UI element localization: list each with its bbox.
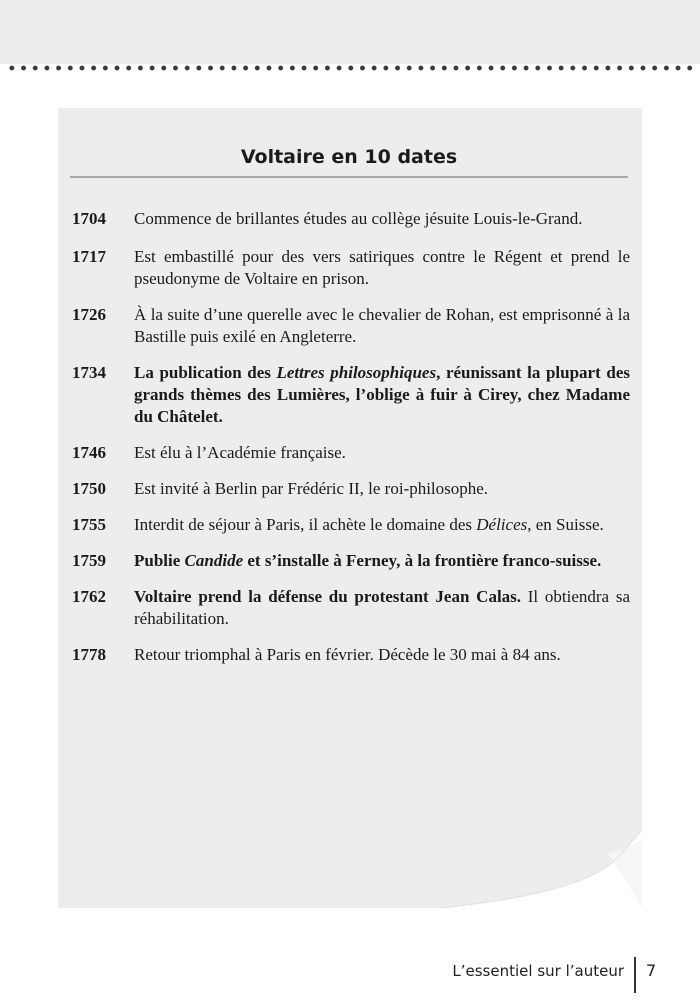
timeline-entry — [72, 586, 630, 630]
entry-year: 1704 — [72, 209, 106, 228]
top-band — [0, 0, 700, 64]
entry-text-segment: Commence de brillantes études au collège jésuite Louis-le-Grand. — [134, 209, 583, 228]
entry-text — [134, 208, 630, 230]
timeline-entry — [72, 208, 630, 230]
timeline-entry — [72, 478, 630, 500]
entry-year: 1746 — [72, 443, 106, 462]
entry-text-segment: Lettres philosophiques — [276, 363, 437, 382]
entry-text-segment: et s’installe à Ferney, à la frontière franco-suisse. — [243, 551, 602, 570]
entry-year: 1762 — [72, 587, 106, 606]
entry-text-segment: Interdit de séjour à Paris, il achète le domaine des — [134, 515, 477, 534]
entry-text-segment: Est embastillé pour des vers satiriques contre le Régent et prend le pseudonyme de Voltaire en prison. — [134, 247, 630, 288]
entry-text — [134, 304, 630, 348]
entry-year: 1755 — [72, 515, 106, 534]
entry-year: 1759 — [72, 551, 106, 570]
timeline-entry — [72, 442, 630, 464]
entry-text-segment: Retour triomphal à Paris en février. Décède le 30 mai à 84 ans. — [134, 645, 561, 664]
entry-text-segment: , réunissant la plupart des grands thèmes des Lumières, l’oblige à fuir à Cirey, chez Madame du Châtelet. — [134, 363, 630, 426]
entry-year: 1734 — [72, 363, 106, 382]
entry-text — [134, 550, 630, 572]
dotted-separator — [6, 64, 696, 72]
timeline-list — [72, 208, 630, 666]
entry-text-segment: À la suite d’une querelle avec le chevalier de Rohan, est emprisonné à la Bastille puis exilé en Angleterre. — [134, 305, 630, 346]
entry-text — [134, 478, 630, 500]
entry-text-segment: Est invité à Berlin par Frédéric II, le roi-philosophe. — [134, 479, 489, 498]
entry-text-segment: La publication des — [134, 363, 277, 382]
timeline-entry — [72, 514, 630, 536]
entry-text-segment: Il obtiendra sa réhabilitation. — [134, 587, 630, 628]
entry-text — [134, 644, 630, 666]
entry-text-segment: , en Suisse. — [527, 515, 604, 534]
timeline-entry — [72, 304, 630, 348]
entry-year: 1726 — [72, 305, 106, 324]
page-title: Voltaire en 10 dates — [240, 146, 458, 168]
entry-text — [134, 586, 630, 630]
entry-text-segment: Est élu à l’Académie française. — [134, 443, 346, 462]
entry-text — [134, 442, 630, 464]
page-curl-decoration — [440, 830, 642, 908]
entry-text-segment: Publie — [134, 551, 185, 570]
entry-year: 1778 — [72, 645, 106, 664]
entry-text-segment: Voltaire prend la défense du protestant Jean Calas. — [134, 587, 522, 606]
footer-section-label: L’essentiel sur l’auteur — [452, 962, 624, 980]
footer-divider — [634, 957, 636, 993]
entry-text-segment: Délices — [476, 515, 528, 534]
entry-text — [134, 246, 630, 290]
title-underline — [70, 176, 628, 178]
timeline-entry — [72, 644, 630, 666]
entry-text — [134, 514, 630, 536]
timeline-entry — [72, 362, 630, 428]
entry-text — [134, 362, 630, 428]
entry-text-segment: Candide — [184, 551, 244, 570]
entry-year: 1717 — [72, 247, 106, 266]
entry-year: 1750 — [72, 479, 106, 498]
timeline-entry — [72, 550, 630, 572]
page-number: 7 — [646, 961, 657, 980]
timeline-entry — [72, 246, 630, 290]
